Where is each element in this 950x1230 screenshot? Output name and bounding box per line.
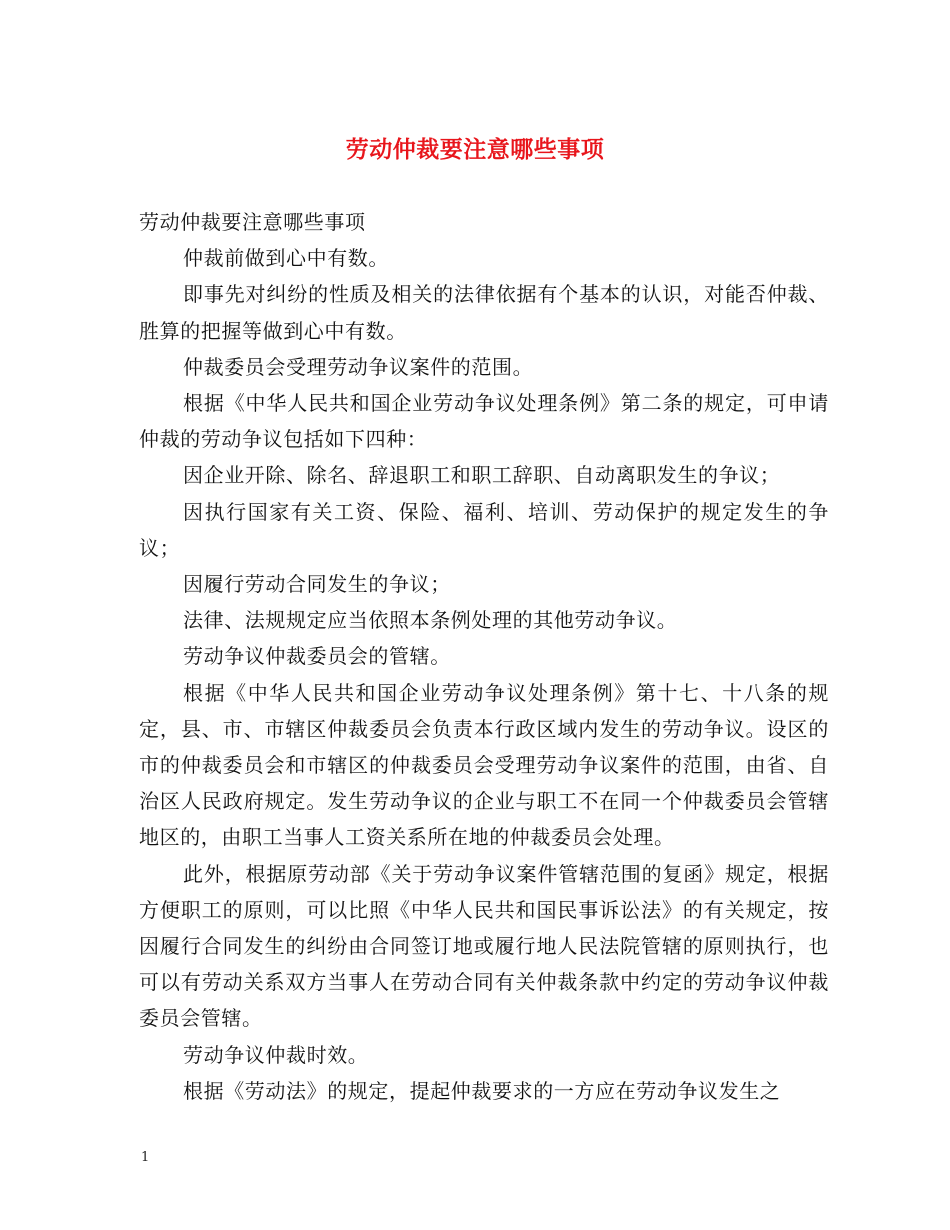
paragraph: 法律、法规规定应当依照本条例处理的其他劳动争议。 <box>183 608 678 633</box>
paragraph: 劳动争议仲裁委员会的管辖。 <box>183 644 451 669</box>
paragraph: 因履行劳动合同发生的争议； <box>183 572 451 597</box>
page-number: 1 <box>141 1150 150 1165</box>
paragraph: 根据《中华人民共和国企业劳动争议处理条例》第十七、十八条的规定，县、市、市辖区仲裁委员会负责本行政区域内发生的劳动争议。设区的市的仲裁委员会和市辖区的仲裁委员会受理劳动争议案件的范围，由省、自治区人民政府规定。发生劳动争议的企业与职工不在同一个仲裁委员会管辖地区的，由职工当事人工资关系所在地的仲裁委员会处理。 <box>139 680 829 850</box>
paragraph: 劳动争议仲裁时效。 <box>183 1042 369 1067</box>
paragraph: 仲裁前做到心中有数。 <box>183 246 389 271</box>
paragraph: 此外，根据原劳动部《关于劳动争议案件管辖范围的复函》规定，根据方便职工的原则，可以比照《中华人民共和国民事诉讼法》的有关规定，按因履行合同发生的纠纷由合同签订地或履行地人民法院管辖的原则执行，也可以有劳动关系双方当事人在劳动合同有关仲裁条款中约定的劳动争议仲裁委员会管辖。 <box>139 861 829 1031</box>
paragraph: 根据《中华人民共和国企业劳动争议处理条例》第二条的规定，可申请仲裁的劳动争议包括如下四种： <box>139 391 829 452</box>
document-body <box>139 204 829 1109</box>
paragraph: 因执行国家有关工资、保险、福利、培训、劳动保护的规定发生的争议； <box>139 499 829 560</box>
paragraph: 仲裁委员会受理劳动争议案件的范围。 <box>183 354 534 379</box>
paragraph: 即事先对纠纷的性质及相关的法律依据有个基本的认识，对能否仲裁、胜算的把握等做到心中有数。 <box>139 282 829 343</box>
paragraph: 根据《劳动法》的规定，提起仲裁要求的一方应在劳动争议发生之 <box>183 1078 781 1103</box>
paragraph: 因企业开除、除名、辞退职工和职工辞职、自动离职发生的争议； <box>183 463 781 488</box>
paragraph: 劳动仲裁要注意哪些事项 <box>139 210 366 234</box>
document-title: 劳动仲裁要注意哪些事项 <box>345 136 605 163</box>
